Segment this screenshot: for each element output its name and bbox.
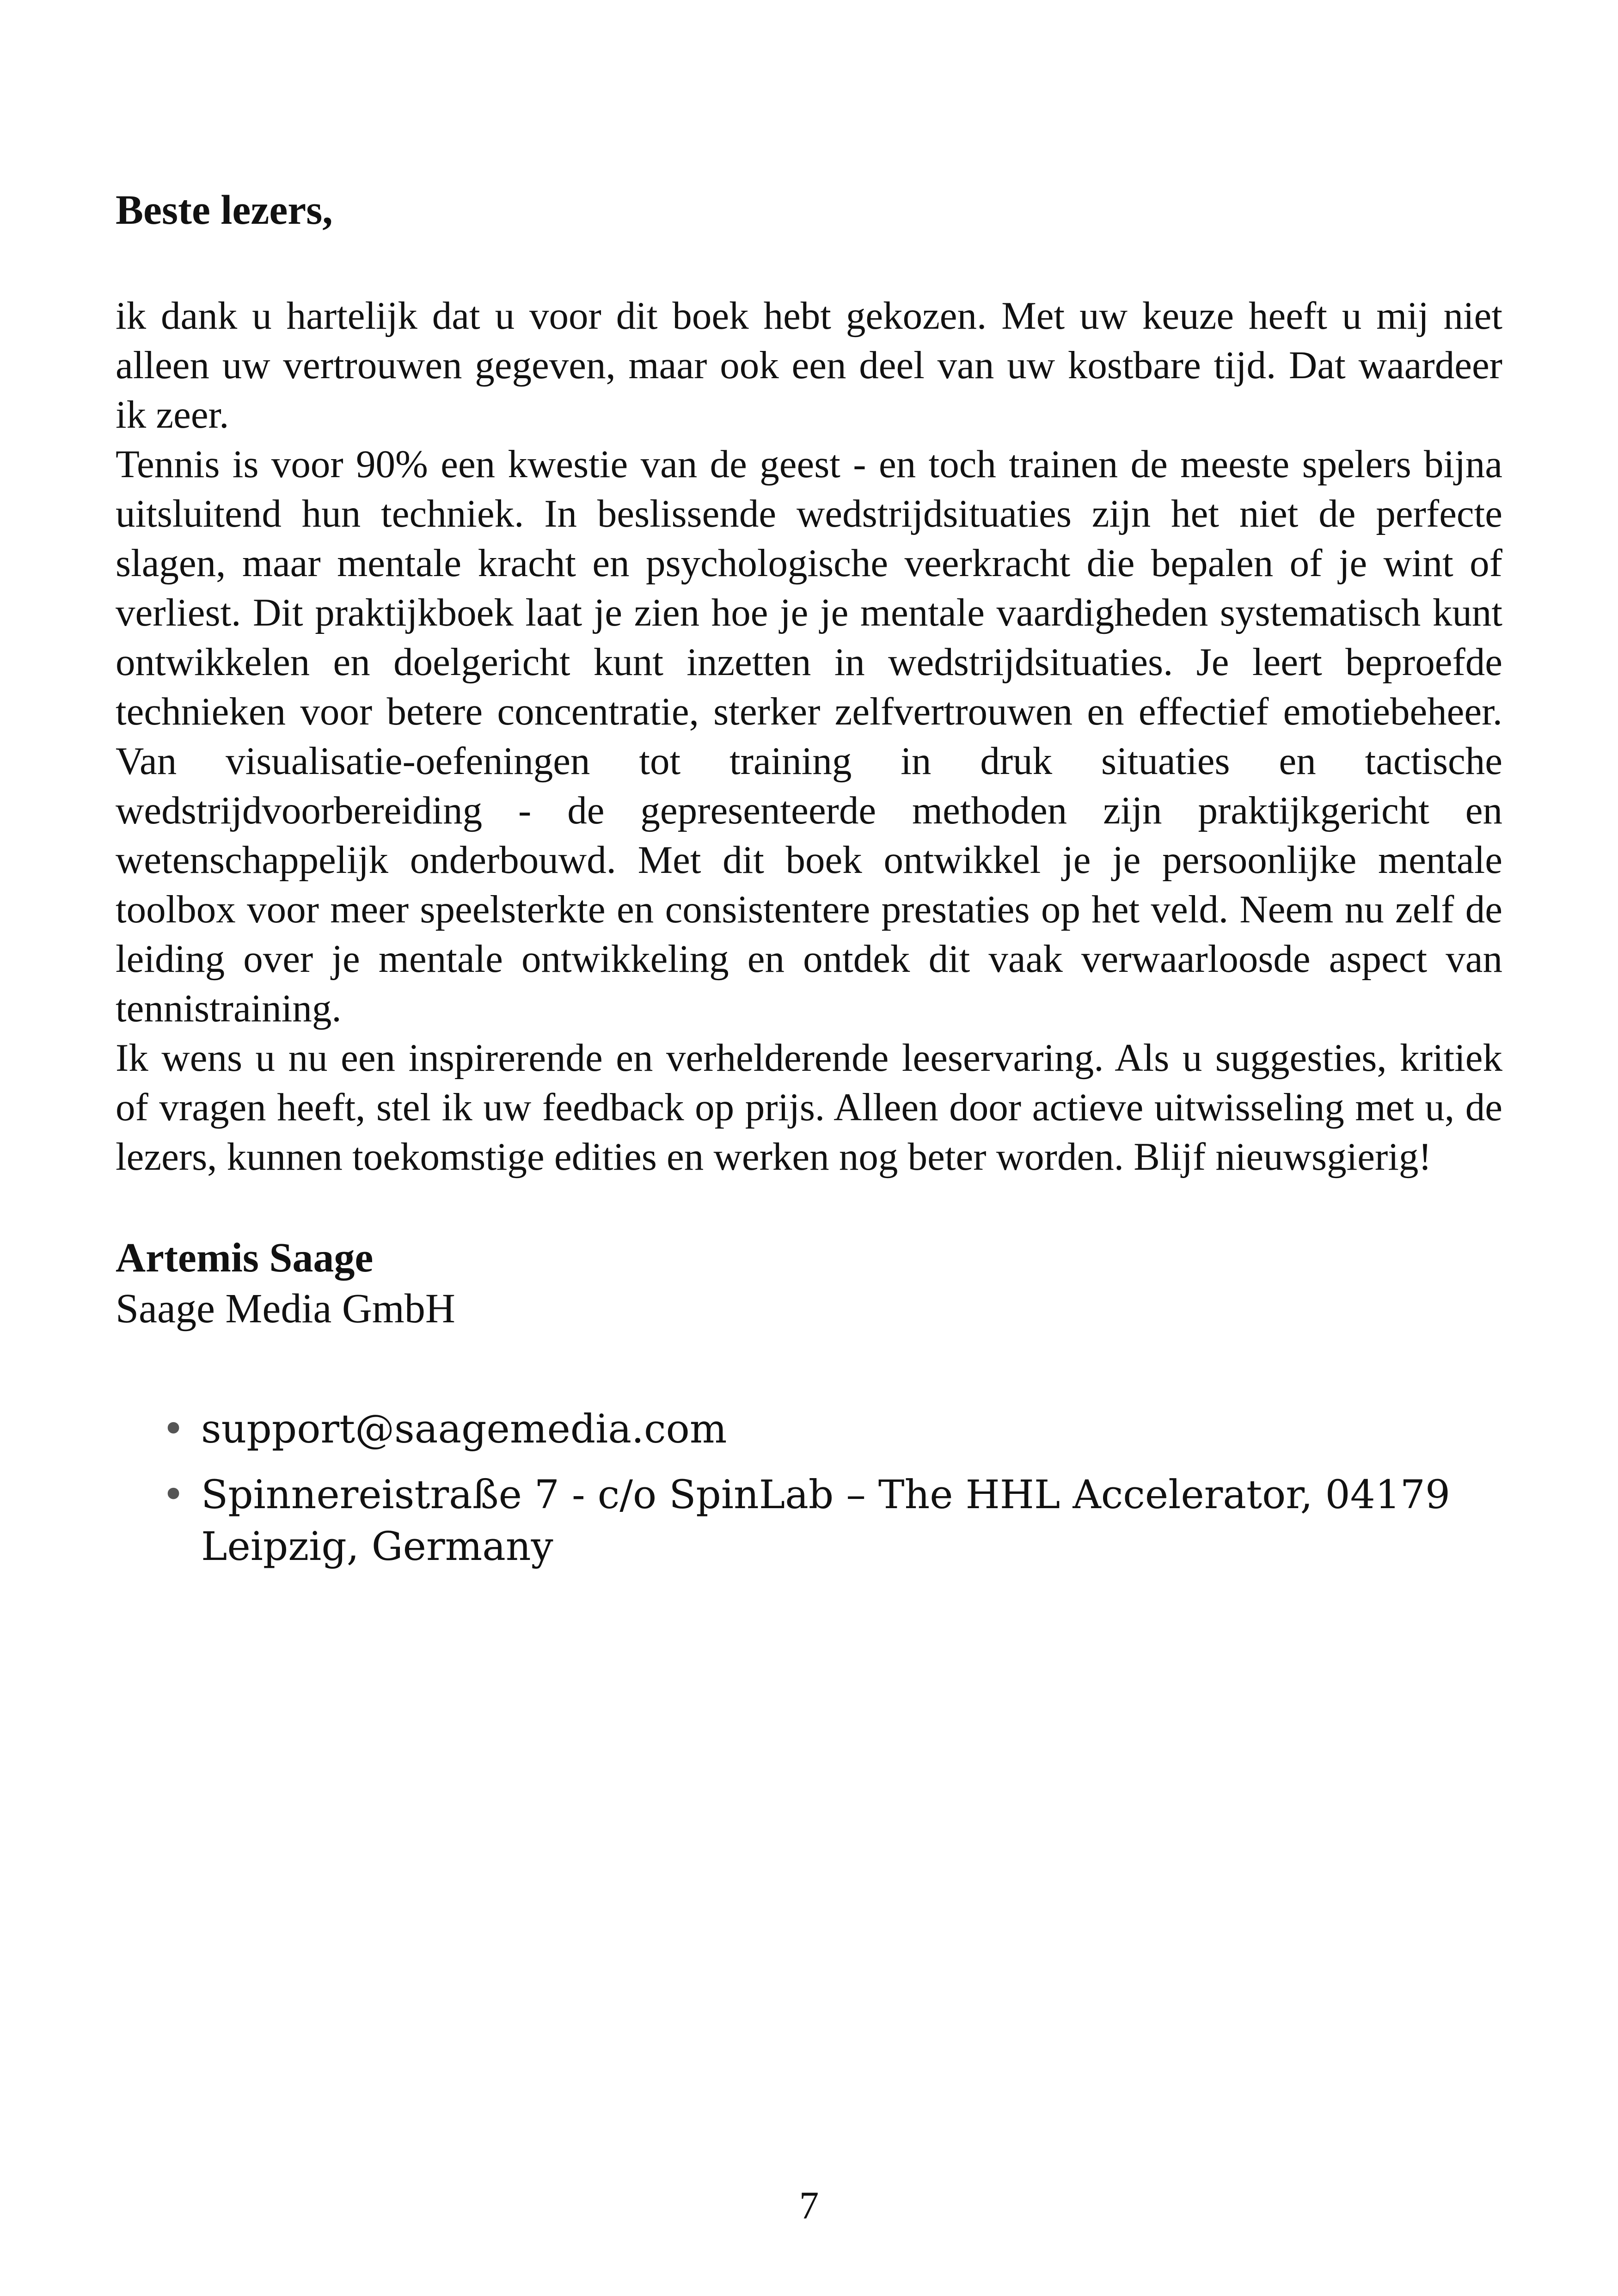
- author-name: Artemis Saage: [116, 1235, 374, 1281]
- bullet-icon: •: [162, 1406, 185, 1452]
- contact-email[interactable]: support@saagemedia.com: [201, 1406, 727, 1452]
- contact-address-item: [162, 1469, 1542, 1573]
- contact-email-item: [162, 1404, 1542, 1455]
- letter-page: [116, 185, 1502, 1587]
- contact-list: [116, 1404, 1502, 1573]
- paragraph-book-description: Tennis is voor 90% een kwestie van de geest - en toch trainen de meeste spelers bijna uitsluitend hun techniek. In beslissende wedstrijdsituaties zijn het niet de perfecte slagen, maar mentale kracht en psychologische veerkracht die bepalen of je wint of verliest. Dit praktijkboek laat je zien hoe je je mentale vaardigheden systematisch kunt ontwikkelen en doelgericht kunt inzetten in wedstrijdsituaties. Je leert beproefde technieken voor betere concentratie, sterker zelfvertrouwen en effectief emotiebeheer. Van visualisatie-oefeningen tot training in druk situaties en tactische wedstrijdvoorbereiding - de gepresenteerde methoden zijn praktijkgericht en wetenschappelijk onderbouwd. Met dit boek ontwikkel je je persoonlijke mentale toolbox voor meer speelsterkte en consistentere prestaties op het veld. Neem nu zelf de leiding over je mentale ontwikkeling en ontdek dit vaak verwaarloosde aspect van tennistraining.: [116, 442, 1502, 1030]
- salutation: Beste lezers,: [116, 187, 333, 233]
- contact-address: Spinnereistraße 7 - c/o SpinLab – The HHL Accelerator, 04179 Leipzig, Germany: [201, 1472, 1451, 1570]
- company-name: Saage Media GmbH: [116, 1286, 455, 1332]
- letter-body: [116, 291, 1502, 1182]
- page-number: 7: [799, 2184, 819, 2227]
- signature-block: [116, 1233, 1502, 1334]
- paragraph-thanks: ik dank u hartelijk dat u voor dit boek hebt gekozen. Met uw keuze heeft u mij niet alleen uw vertrouwen gegeven, maar ook een deel van uw kostbare tijd. Dat waardeer ik zeer.: [116, 294, 1502, 436]
- bullet-icon: •: [162, 1472, 185, 1518]
- paragraph-closing: Ik wens u nu een inspirerende en verhelderende leeservaring. Als u suggesties, kritiek of vragen heeft, stel ik uw feedback op prijs. Alleen door actieve uitwisseling met u, de lezers, kunnen toekomstige edities en werken nog beter worden. Blijf nieuwsgierig!: [116, 1036, 1502, 1179]
